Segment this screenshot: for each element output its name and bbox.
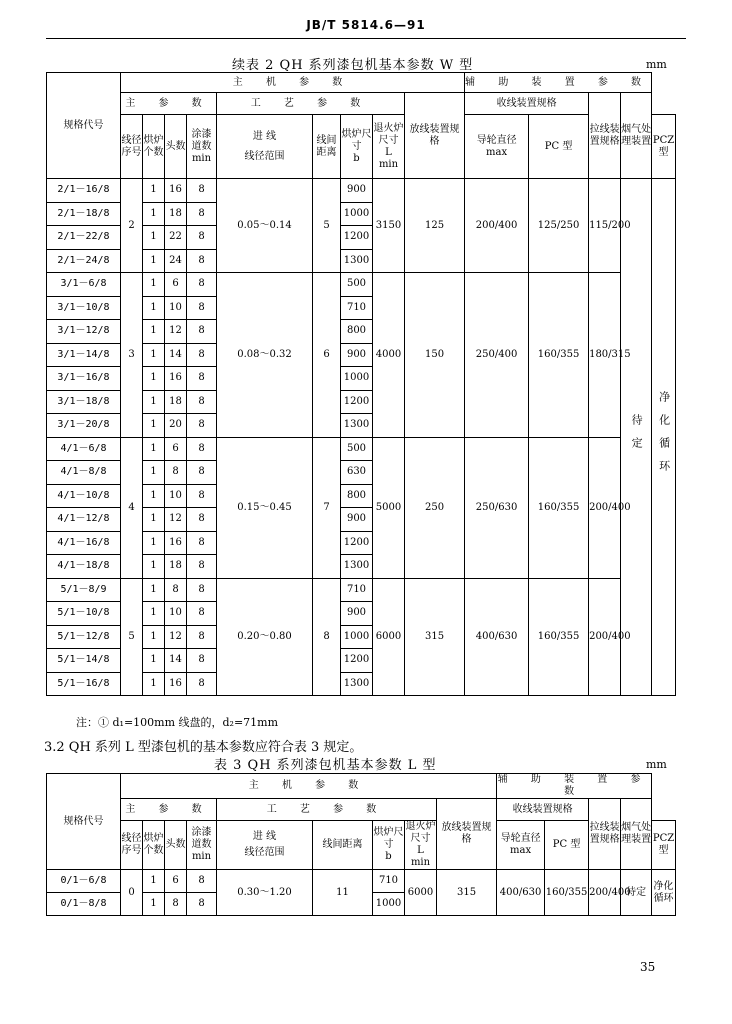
furnace-count: 1: [143, 320, 165, 344]
oven-size: 1300: [341, 414, 373, 438]
coat-count: 8: [187, 893, 217, 916]
head-count: 18: [165, 555, 187, 579]
head-count: 20: [165, 414, 187, 438]
head-count: 6: [165, 273, 187, 297]
furnace-count: 1: [143, 202, 165, 226]
payoff-spec: 250/630: [465, 437, 529, 578]
head-count: 6: [165, 437, 187, 461]
payoff-header: 放线装置规格: [405, 93, 465, 179]
spec-code: 5/1－10/8: [47, 602, 121, 626]
furnace-count: 1: [143, 555, 165, 579]
furnace-count: 1: [143, 672, 165, 696]
coat-count: 8: [187, 273, 217, 297]
coat-count: 8: [187, 602, 217, 626]
oven-header: 烘炉尺寸 b: [341, 115, 373, 179]
spec-code: 2/1－22/8: [47, 226, 121, 250]
table-row: [47, 578, 676, 602]
head-count: 18: [165, 202, 187, 226]
head-count: 12: [165, 508, 187, 532]
main-params-header: 主 机 参 数: [121, 73, 465, 93]
table-row: [47, 437, 676, 461]
oven-size: 1200: [341, 226, 373, 250]
furnace-count: 1: [143, 273, 165, 297]
furnace-count: 1: [143, 484, 165, 508]
process-sub-header: 工 艺 参 数: [217, 93, 405, 115]
oven-size: 710: [341, 296, 373, 320]
spec-code: 2/1－24/8: [47, 249, 121, 273]
furnace-count: 1: [143, 578, 165, 602]
anneal-size: 3150: [373, 179, 405, 273]
oven-size: 800: [341, 320, 373, 344]
furnace-count: 1: [143, 249, 165, 273]
table3-caption: 表 3 QH 系列漆包机基本参数 L 型: [214, 758, 437, 773]
furnace-count: 1: [143, 179, 165, 203]
oven-size: 1200: [341, 531, 373, 555]
takeup-pc: 160/355: [529, 437, 589, 578]
t3-coats-header: 涂漆道数 min: [187, 821, 217, 870]
spec-code: 2/1－18/8: [47, 202, 121, 226]
coat-count: 8: [187, 555, 217, 579]
coat-count: 8: [187, 249, 217, 273]
wire-range: 0.08～0.32: [217, 273, 313, 438]
guide-diameter: 250: [405, 437, 465, 578]
oven-size: 1000: [341, 625, 373, 649]
spec-code: 5/1－12/8: [47, 625, 121, 649]
spec-code: 5/1－14/8: [47, 649, 121, 673]
furnace-count: 1: [143, 625, 165, 649]
takeup-pcz: 180/315: [589, 273, 621, 438]
head-count: 6: [165, 870, 187, 893]
takeup-header: 收线装置规格: [465, 93, 589, 115]
spec-code: 4/1－8/8: [47, 461, 121, 485]
fume-header: 烟气处理装置: [621, 93, 652, 179]
fume-device-value: 净化循环: [652, 870, 676, 916]
oven-size: 630: [341, 461, 373, 485]
t3-pc-header: PC 型: [545, 821, 589, 870]
guide-diameter: 315: [437, 870, 497, 916]
drawing-device-value: 待定: [621, 179, 652, 696]
furnace-count: 1: [143, 870, 165, 893]
spec-code: 3/1－18/8: [47, 390, 121, 414]
table-note: 注：① d₁=100mm 线盘的，d₂=71mm: [76, 716, 279, 729]
t3-incoming-header: 进 线 线径范围: [217, 821, 313, 870]
oven-size: 900: [341, 179, 373, 203]
oven-size: 900: [341, 508, 373, 532]
guide-diameter: 315: [405, 578, 465, 696]
oven-size: 1000: [341, 202, 373, 226]
oven-size: 1000: [341, 367, 373, 391]
oven-size: 1300: [341, 672, 373, 696]
t3-takeup-header: 收线装置规格: [497, 799, 589, 821]
wire-spacing: 8: [313, 578, 341, 696]
t3-pcz-header: PCZ 型: [652, 821, 676, 870]
anneal-size: 5000: [373, 437, 405, 578]
t3-aux-params-header: 辅 助 装 置 参 数: [497, 774, 651, 797]
anneal-header: 退火炉尺寸 L min: [373, 115, 405, 179]
oven-size: 1200: [341, 649, 373, 673]
spec-code: 3/1－16/8: [47, 367, 121, 391]
head-count: 10: [165, 602, 187, 626]
coat-count: 8: [187, 343, 217, 367]
spacing-header: 线间距离: [313, 115, 341, 179]
pc-header: PC 型: [529, 115, 589, 179]
oven-size: 1000: [373, 893, 405, 916]
t3-main-sub-header: 主 参 数: [121, 799, 217, 821]
coat-count: 8: [187, 390, 217, 414]
wire-spacing: 5: [313, 179, 341, 273]
payoff-spec: 400/630: [465, 578, 529, 696]
coat-count: 8: [187, 649, 217, 673]
takeup-pcz: 200/400: [589, 870, 621, 916]
coat-count: 8: [187, 461, 217, 485]
spec-code: 4/1－18/8: [47, 555, 121, 579]
oven-size: 1200: [341, 390, 373, 414]
spec-code: 4/1－16/8: [47, 531, 121, 555]
wire-range: 0.05～0.14: [217, 179, 313, 273]
t3-process-sub-header: 工 艺 参 数: [217, 799, 437, 821]
furnace-count: 1: [143, 390, 165, 414]
takeup-pc: 160/355: [529, 578, 589, 696]
oven-size: 1300: [341, 249, 373, 273]
furnace-count: 1: [143, 649, 165, 673]
furnace-count: 1: [143, 461, 165, 485]
head-count: 8: [165, 893, 187, 916]
t3-heads-header: 头数: [165, 821, 187, 870]
head-count: 16: [165, 531, 187, 555]
furnace-count: 1: [143, 296, 165, 320]
table-row: [47, 179, 676, 203]
t3-code-header: 规格代号: [47, 774, 121, 870]
oven-size: 500: [341, 437, 373, 461]
spec-code: 3/1－6/8: [47, 273, 121, 297]
spec-code: 5/1－16/8: [47, 672, 121, 696]
spec-code: 2/1－16/8: [47, 179, 121, 203]
takeup-pcz: 200/400: [589, 437, 621, 578]
coat-count: 8: [187, 202, 217, 226]
furnace-count: 1: [143, 602, 165, 626]
wire-range: 0.30～1.20: [217, 870, 313, 916]
head-count: 14: [165, 649, 187, 673]
t3-oven-header: 烘炉尺寸 b: [373, 821, 405, 870]
anneal-size: 6000: [373, 578, 405, 696]
wire-spacing: 11: [313, 870, 373, 916]
spec-code: 4/1－6/8: [47, 437, 121, 461]
head-count: 12: [165, 625, 187, 649]
furnace-header: 烘炉个数: [143, 115, 165, 179]
coat-count: 8: [187, 179, 217, 203]
head-count: 10: [165, 484, 187, 508]
code-header: 规格代号: [47, 73, 121, 179]
page-number: 35: [640, 960, 656, 974]
furnace-count: 1: [143, 531, 165, 555]
payoff-spec: 250/400: [465, 273, 529, 438]
spec-code: 4/1－10/8: [47, 484, 121, 508]
seq-header: 线径序号: [121, 115, 143, 179]
table2-caption: 续表 2 QH 系列漆包机基本参数 W 型: [232, 58, 474, 73]
head-count: 16: [165, 672, 187, 696]
head-count: 8: [165, 578, 187, 602]
wire-seq: 5: [121, 578, 143, 696]
coat-count: 8: [187, 578, 217, 602]
table-row: [47, 870, 676, 893]
coat-count: 8: [187, 226, 217, 250]
wire-seq: 3: [121, 273, 143, 438]
document-header: JB/T 5814.6—91: [306, 18, 426, 32]
coat-count: 8: [187, 672, 217, 696]
spec-code: 3/1－12/8: [47, 320, 121, 344]
furnace-count: 1: [143, 414, 165, 438]
wire-seq: 0: [121, 870, 143, 916]
coats-header: 涂漆道数 min: [187, 115, 217, 179]
coat-count: 8: [187, 320, 217, 344]
takeup-pcz: 115/200: [589, 179, 621, 273]
furnace-count: 1: [143, 367, 165, 391]
furnace-count: 1: [143, 343, 165, 367]
wire-spacing: 7: [313, 437, 341, 578]
guide-diameter: 150: [405, 273, 465, 438]
coat-count: 8: [187, 437, 217, 461]
drawing-header: 拉线装置规格: [589, 93, 621, 179]
t3-main-params-header: 主 机 参 数: [121, 774, 497, 799]
takeup-pcz: 200/400: [589, 578, 621, 696]
table-row: [47, 273, 676, 297]
head-count: 16: [165, 179, 187, 203]
coat-count: 8: [187, 531, 217, 555]
table2: [46, 72, 676, 696]
head-count: 24: [165, 249, 187, 273]
coat-count: 8: [187, 870, 217, 893]
pcz-header: PCZ 型: [652, 115, 676, 179]
fume-device-value: 净化循环: [652, 179, 676, 696]
anneal-size: 6000: [405, 870, 437, 916]
wire-range: 0.15～0.45: [217, 437, 313, 578]
t3-anneal-header: 退火炉尺寸 L min: [405, 821, 436, 868]
table3-unit: mm: [646, 758, 667, 771]
spec-code: 0/1－8/8: [47, 893, 121, 916]
head-count: 8: [165, 461, 187, 485]
spec-code: 3/1－10/8: [47, 296, 121, 320]
oven-size: 500: [341, 273, 373, 297]
coat-count: 8: [187, 414, 217, 438]
t3-drawing-header: 拉线装置规格: [589, 799, 621, 870]
incoming-header: 进 线 线径范围: [217, 115, 313, 179]
aux-params-header: 辅 助 装 置 参 数: [465, 73, 652, 93]
table3: [46, 773, 676, 916]
t3-payoff-header: 放线装置规格: [437, 799, 497, 870]
wire-range: 0.20～0.80: [217, 578, 313, 696]
furnace-count: 1: [143, 226, 165, 250]
t3-seq-header: 线径序号: [121, 821, 143, 870]
oven-size: 1300: [341, 555, 373, 579]
head-count: 12: [165, 320, 187, 344]
t3-furnace-header: 烘炉个数: [143, 821, 165, 870]
oven-size: 710: [373, 870, 405, 893]
head-count: 18: [165, 390, 187, 414]
furnace-count: 1: [143, 893, 165, 916]
oven-size: 900: [341, 602, 373, 626]
t3-spacing-header: 线间距离: [313, 821, 373, 870]
table2-unit: mm: [646, 58, 667, 71]
guide-diameter: 125: [405, 179, 465, 273]
heads-header: 头数: [165, 115, 187, 179]
coat-count: 8: [187, 367, 217, 391]
anneal-size: 4000: [373, 273, 405, 438]
takeup-pc: 125/250: [529, 179, 589, 273]
spec-code: 3/1－14/8: [47, 343, 121, 367]
spec-code: 4/1－12/8: [47, 508, 121, 532]
furnace-count: 1: [143, 508, 165, 532]
guide-header: 导轮直径 max: [465, 115, 529, 179]
wire-seq: 2: [121, 179, 143, 273]
coat-count: 8: [187, 296, 217, 320]
coat-count: 8: [187, 625, 217, 649]
header-rule: [46, 38, 686, 39]
wire-seq: 4: [121, 437, 143, 578]
coat-count: 8: [187, 508, 217, 532]
spec-code: 3/1－20/8: [47, 414, 121, 438]
oven-size: 900: [341, 343, 373, 367]
head-count: 16: [165, 367, 187, 391]
takeup-pc: 160/355: [545, 870, 589, 916]
spec-code: 5/1－8/9: [47, 578, 121, 602]
clause-3-2: 3.2 QH 系列 L 型漆包机的基本参数应符合表 3 规定。: [44, 740, 363, 755]
drawing-device-value: 待定: [621, 870, 652, 916]
payoff-spec: 400/630: [497, 870, 545, 916]
head-count: 14: [165, 343, 187, 367]
oven-size: 710: [341, 578, 373, 602]
head-count: 10: [165, 296, 187, 320]
oven-size: 800: [341, 484, 373, 508]
main-sub-header: 主 参 数: [121, 93, 217, 115]
wire-spacing: 6: [313, 273, 341, 438]
furnace-count: 1: [143, 437, 165, 461]
head-count: 22: [165, 226, 187, 250]
spec-code: 0/1－6/8: [47, 870, 121, 893]
takeup-pc: 160/355: [529, 273, 589, 438]
t3-guide-header: 导轮直径 max: [497, 821, 545, 870]
coat-count: 8: [187, 484, 217, 508]
t3-fume-header: 烟气处理装置: [621, 799, 652, 870]
payoff-spec: 200/400: [465, 179, 529, 273]
